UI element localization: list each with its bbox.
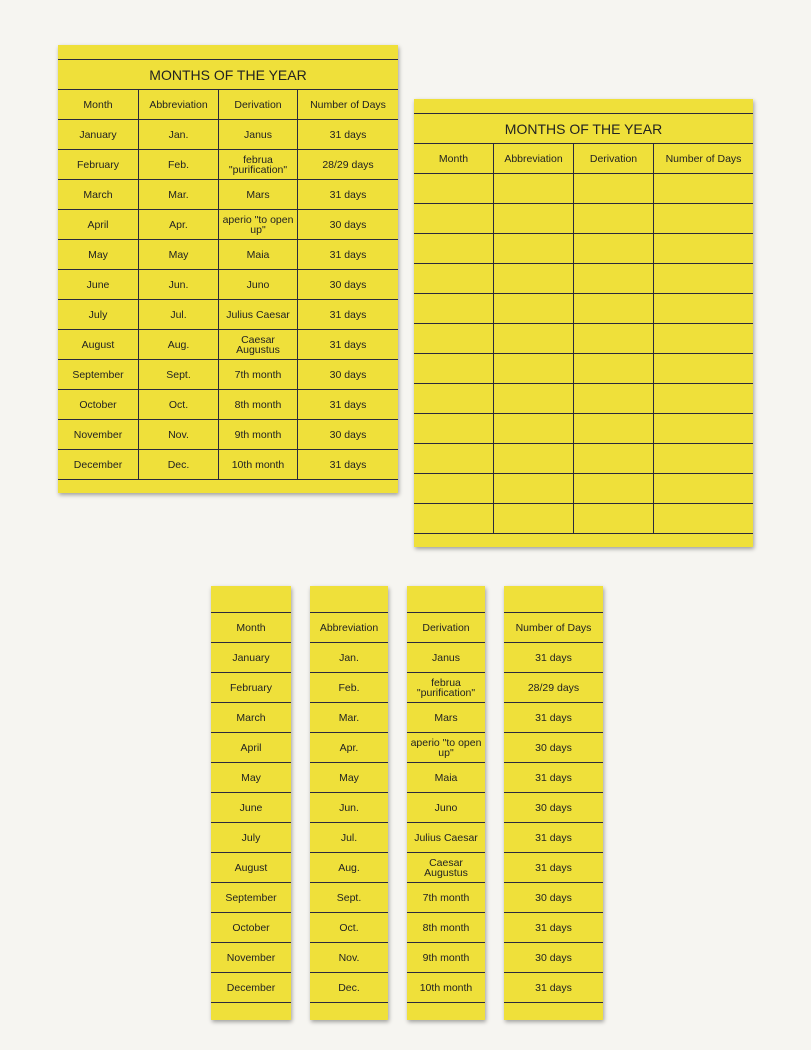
empty-row bbox=[414, 324, 753, 354]
table-cell: aperio "to open up" bbox=[410, 736, 482, 759]
table-cell bbox=[414, 264, 494, 293]
derivation-strip[interactable] bbox=[407, 586, 485, 1020]
list-item bbox=[310, 673, 388, 703]
table-cell bbox=[494, 504, 574, 533]
table-cell: Jun. bbox=[339, 801, 359, 814]
table-cell: Mars bbox=[219, 180, 298, 209]
table-cell: Jun. bbox=[139, 270, 219, 299]
table-cell bbox=[574, 204, 654, 233]
table-cell: 31 days bbox=[329, 248, 367, 261]
table-cell: 31 days bbox=[329, 398, 367, 411]
table-cell: 9th month bbox=[422, 951, 470, 964]
table-cell: Jul. bbox=[139, 300, 219, 329]
table-cell bbox=[574, 264, 654, 293]
table-cell bbox=[414, 174, 494, 203]
table-cell bbox=[494, 324, 574, 353]
table-cell bbox=[414, 414, 494, 443]
table-cell: Derivation bbox=[574, 144, 654, 173]
table-row bbox=[58, 450, 398, 480]
top-strip bbox=[58, 45, 398, 60]
table-cell: 30 days bbox=[535, 801, 572, 814]
empty-row bbox=[414, 444, 753, 474]
empty-row bbox=[414, 384, 753, 414]
list-item bbox=[310, 763, 388, 793]
table-cell: August bbox=[234, 861, 268, 874]
table-cell: July bbox=[241, 831, 261, 844]
table-cell: March bbox=[236, 711, 266, 724]
header-row bbox=[211, 613, 291, 643]
list-item bbox=[407, 913, 485, 943]
table-cell: Sept. bbox=[336, 891, 362, 904]
table-cell: Mar. bbox=[139, 180, 219, 209]
table-cell: Caesar Augustus bbox=[219, 330, 298, 359]
table-cell bbox=[414, 204, 494, 233]
table-cell: Feb. bbox=[338, 681, 360, 694]
table-cell: Apr. bbox=[139, 210, 219, 239]
empty-row bbox=[414, 234, 753, 264]
table-cell: March bbox=[58, 180, 139, 209]
table-cell: 8th month bbox=[422, 921, 470, 934]
list-item bbox=[407, 793, 485, 823]
table-row bbox=[58, 390, 398, 420]
list-item bbox=[504, 763, 603, 793]
table-cell: 30 days bbox=[329, 218, 367, 231]
table-cell: Number of Days bbox=[515, 621, 592, 634]
list-item bbox=[407, 943, 485, 973]
table-cell bbox=[654, 174, 753, 203]
table-cell: June bbox=[58, 270, 139, 299]
table-row bbox=[58, 270, 398, 300]
table-cell: May bbox=[339, 771, 359, 784]
table-cell: Aug. bbox=[338, 861, 360, 874]
top-strip bbox=[504, 586, 603, 613]
table-cell: Juno bbox=[434, 801, 458, 814]
table-cell: Derivation bbox=[422, 621, 470, 634]
table-cell bbox=[414, 294, 494, 323]
table-row bbox=[58, 330, 398, 360]
table-cell: 30 days bbox=[535, 891, 572, 904]
table-cell: 31 days bbox=[329, 128, 367, 141]
list-item bbox=[211, 913, 291, 943]
table-cell bbox=[494, 444, 574, 473]
table-cell: aperio "to open up" bbox=[219, 210, 298, 239]
top-strip bbox=[414, 99, 753, 114]
table-cell: Jan. bbox=[139, 120, 219, 149]
table-cell: 30 days bbox=[329, 278, 367, 291]
table-cell: September bbox=[225, 891, 277, 904]
table-row bbox=[58, 240, 398, 270]
table-cell bbox=[414, 354, 494, 383]
table-cell: Oct. bbox=[139, 390, 219, 419]
table-cell: Caesar Augustus bbox=[424, 856, 468, 879]
table-cell: Oct. bbox=[339, 921, 359, 934]
list-item bbox=[407, 883, 485, 913]
list-item bbox=[310, 823, 388, 853]
list-item bbox=[407, 673, 485, 703]
table-cell bbox=[494, 264, 574, 293]
table-cell: Julius Caesar bbox=[414, 831, 478, 844]
list-item bbox=[310, 973, 388, 1003]
table-cell: Aug. bbox=[139, 330, 219, 359]
list-item bbox=[310, 943, 388, 973]
table-cell: 31 days bbox=[535, 711, 572, 724]
table-cell: Maia bbox=[219, 240, 298, 269]
list-item bbox=[211, 733, 291, 763]
table-cell: Juno bbox=[219, 270, 298, 299]
table-cell: Julius Caesar bbox=[219, 300, 298, 329]
table-cell: February bbox=[229, 681, 272, 694]
list-item bbox=[407, 733, 485, 763]
table-cell: August bbox=[58, 330, 139, 359]
list-item bbox=[504, 973, 603, 1003]
table-cell bbox=[574, 414, 654, 443]
list-item bbox=[310, 913, 388, 943]
table-cell: Mar. bbox=[338, 711, 360, 724]
table-cell: Month bbox=[236, 621, 266, 634]
list-item bbox=[211, 853, 291, 883]
table-cell: Nov. bbox=[338, 951, 360, 964]
table-cell: 31 days bbox=[535, 921, 572, 934]
list-item bbox=[211, 973, 291, 1003]
list-item bbox=[504, 703, 603, 733]
table-cell: Derivation bbox=[219, 90, 298, 119]
table-cell bbox=[574, 504, 654, 533]
table-cell: 7th month bbox=[219, 360, 298, 389]
list-item bbox=[310, 853, 388, 883]
table-cell bbox=[414, 234, 494, 263]
month-strip[interactable] bbox=[211, 586, 291, 1020]
table-cell: 31 days bbox=[329, 308, 367, 321]
header-row bbox=[414, 144, 753, 174]
empty-row bbox=[414, 354, 753, 384]
table-cell: 8th month bbox=[219, 390, 298, 419]
table-cell: January bbox=[232, 651, 270, 664]
table-cell: 30 days bbox=[329, 428, 367, 441]
list-item bbox=[407, 703, 485, 733]
list-item bbox=[211, 643, 291, 673]
table-cell: Janus bbox=[431, 651, 461, 664]
blank-chart bbox=[414, 99, 753, 547]
top-strip bbox=[211, 586, 291, 613]
header-row bbox=[407, 613, 485, 643]
table-row bbox=[58, 120, 398, 150]
table-cell: September bbox=[58, 360, 139, 389]
table-row bbox=[58, 210, 398, 240]
empty-row bbox=[414, 474, 753, 504]
list-item bbox=[504, 793, 603, 823]
table-cell bbox=[574, 384, 654, 413]
table-cell: 10th month bbox=[219, 450, 298, 479]
table-cell bbox=[574, 294, 654, 323]
table-cell: Number of Days bbox=[665, 152, 742, 165]
table-cell: Dec. bbox=[139, 450, 219, 479]
table-cell bbox=[654, 324, 753, 353]
table-cell: 31 days bbox=[329, 458, 367, 471]
list-item bbox=[504, 853, 603, 883]
list-item bbox=[310, 703, 388, 733]
list-item bbox=[504, 943, 603, 973]
table-cell: 7th month bbox=[422, 891, 470, 904]
table-cell: July bbox=[58, 300, 139, 329]
table-cell: Month bbox=[414, 144, 494, 173]
list-item bbox=[407, 763, 485, 793]
table-cell: November bbox=[226, 951, 276, 964]
list-item bbox=[504, 733, 603, 763]
table-cell: June bbox=[239, 801, 263, 814]
table-cell: Janus bbox=[219, 120, 298, 149]
list-item bbox=[211, 943, 291, 973]
list-item bbox=[310, 733, 388, 763]
table-cell bbox=[414, 384, 494, 413]
list-item bbox=[504, 643, 603, 673]
table-cell: Sept. bbox=[139, 360, 219, 389]
table-cell: May bbox=[58, 240, 139, 269]
table-cell bbox=[654, 414, 753, 443]
table-cell bbox=[414, 324, 494, 353]
list-item bbox=[310, 643, 388, 673]
empty-row bbox=[414, 504, 753, 534]
chart-title: MONTHS OF THE YEAR bbox=[58, 60, 398, 90]
table-cell: 10th month bbox=[419, 981, 473, 994]
table-cell: 31 days bbox=[535, 831, 572, 844]
table-cell bbox=[494, 294, 574, 323]
table-cell: December bbox=[58, 450, 139, 479]
table-cell: Month bbox=[58, 90, 139, 119]
table-cell: Abbreviation bbox=[494, 144, 574, 173]
list-item bbox=[504, 823, 603, 853]
table-row bbox=[58, 300, 398, 330]
list-item bbox=[211, 793, 291, 823]
empty-row bbox=[414, 174, 753, 204]
table-cell: November bbox=[58, 420, 139, 449]
table-cell: December bbox=[226, 981, 276, 994]
table-row bbox=[58, 420, 398, 450]
list-item bbox=[211, 763, 291, 793]
table-cell bbox=[494, 384, 574, 413]
table-cell: 31 days bbox=[329, 338, 367, 351]
table-cell bbox=[414, 444, 494, 473]
table-cell: Dec. bbox=[338, 981, 360, 994]
header-row bbox=[504, 613, 603, 643]
table-cell: Jan. bbox=[339, 651, 359, 664]
table-cell: Nov. bbox=[139, 420, 219, 449]
table-cell bbox=[494, 204, 574, 233]
table-cell bbox=[654, 204, 753, 233]
list-item bbox=[211, 883, 291, 913]
table-cell: Maia bbox=[434, 771, 458, 784]
table-cell: January bbox=[58, 120, 139, 149]
table-cell: 9th month bbox=[219, 420, 298, 449]
list-item bbox=[504, 673, 603, 703]
table-cell: februa "purification" bbox=[416, 676, 476, 699]
top-strip bbox=[407, 586, 485, 613]
top-strip bbox=[310, 586, 388, 613]
table-cell: 30 days bbox=[329, 368, 367, 381]
table-cell: Jul. bbox=[340, 831, 358, 844]
list-item bbox=[211, 703, 291, 733]
table-cell bbox=[414, 474, 494, 503]
table-row bbox=[58, 180, 398, 210]
table-cell: October bbox=[58, 390, 139, 419]
list-item bbox=[407, 973, 485, 1003]
table-cell: 30 days bbox=[535, 741, 572, 754]
filled-chart bbox=[58, 45, 398, 493]
header-row bbox=[310, 613, 388, 643]
table-cell: 30 days bbox=[535, 951, 572, 964]
table-cell bbox=[574, 174, 654, 203]
table-cell bbox=[574, 354, 654, 383]
table-cell bbox=[654, 264, 753, 293]
table-cell bbox=[574, 444, 654, 473]
table-cell bbox=[654, 354, 753, 383]
table-cell: 28/29 days bbox=[322, 158, 374, 171]
list-item bbox=[407, 643, 485, 673]
table-cell: februa "purification" bbox=[219, 150, 298, 179]
table-cell: 28/29 days bbox=[527, 681, 580, 694]
table-cell: Feb. bbox=[139, 150, 219, 179]
table-cell bbox=[414, 504, 494, 533]
table-cell bbox=[574, 324, 654, 353]
table-row bbox=[58, 360, 398, 390]
table-cell bbox=[654, 384, 753, 413]
table-cell bbox=[494, 174, 574, 203]
empty-row bbox=[414, 294, 753, 324]
table-cell bbox=[654, 474, 753, 503]
list-item bbox=[407, 853, 485, 883]
list-item bbox=[211, 823, 291, 853]
table-cell bbox=[494, 414, 574, 443]
empty-row bbox=[414, 204, 753, 234]
list-item bbox=[310, 883, 388, 913]
table-cell bbox=[654, 504, 753, 533]
table-cell bbox=[494, 474, 574, 503]
abbreviation-strip[interactable] bbox=[310, 586, 388, 1020]
table-cell bbox=[654, 294, 753, 323]
list-item bbox=[211, 673, 291, 703]
table-cell bbox=[494, 354, 574, 383]
table-cell: April bbox=[240, 741, 262, 754]
table-cell: 31 days bbox=[535, 861, 572, 874]
table-cell: Abbreviation bbox=[319, 621, 379, 634]
empty-row bbox=[414, 264, 753, 294]
table-cell: 31 days bbox=[535, 771, 572, 784]
table-row bbox=[58, 150, 398, 180]
table-cell: May bbox=[139, 240, 219, 269]
list-item bbox=[310, 793, 388, 823]
table-cell: Number of Days bbox=[310, 98, 386, 111]
table-cell: Apr. bbox=[339, 741, 359, 754]
days-strip[interactable] bbox=[504, 586, 603, 1020]
table-cell bbox=[654, 444, 753, 473]
table-cell bbox=[654, 234, 753, 263]
table-cell: 31 days bbox=[535, 651, 572, 664]
table-cell: May bbox=[241, 771, 261, 784]
chart-title: MONTHS OF THE YEAR bbox=[414, 114, 753, 144]
table-cell: 31 days bbox=[329, 188, 367, 201]
table-cell: April bbox=[58, 210, 139, 239]
table-cell: Mars bbox=[434, 711, 458, 724]
empty-row bbox=[414, 414, 753, 444]
list-item bbox=[407, 823, 485, 853]
table-cell bbox=[494, 234, 574, 263]
list-item bbox=[504, 913, 603, 943]
table-cell bbox=[574, 234, 654, 263]
table-cell: February bbox=[58, 150, 139, 179]
table-cell: October bbox=[232, 921, 270, 934]
table-cell bbox=[574, 474, 654, 503]
list-item bbox=[504, 883, 603, 913]
header-row bbox=[58, 90, 398, 120]
table-cell: Abbreviation bbox=[139, 90, 219, 119]
table-cell: 31 days bbox=[535, 981, 572, 994]
